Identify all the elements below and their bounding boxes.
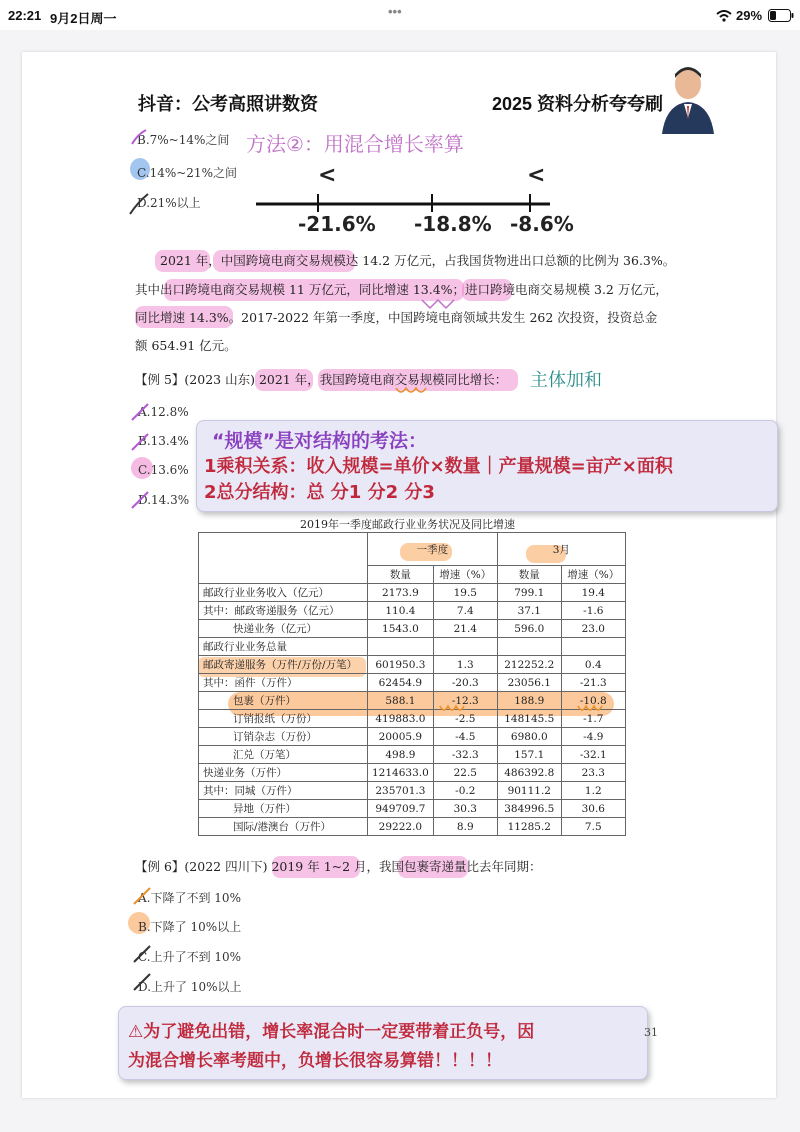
strike-marks	[128, 400, 156, 512]
table-cell: 30.6	[561, 800, 625, 818]
method-annotation: 方法②：用混合增长率算	[246, 132, 464, 156]
table-cell: -32.3	[433, 746, 497, 764]
note2-line-2: 为混合增长率考题中，负增长很容易算错！！！！	[128, 1051, 502, 1071]
table-cell: -1.6	[561, 602, 625, 620]
row-label: 汇兑（万笔）	[199, 746, 368, 764]
material-line-2: 其中出口跨境电商交易规模 11 万亿元，同比增速 13.4%；进口跨境电商交易规模 3.2 万亿元，	[135, 282, 668, 297]
status-date: 9月2日周一	[50, 11, 117, 26]
row-label: 其中：函件（万件）	[199, 674, 368, 692]
row-label: 包裹（万件）	[199, 692, 368, 710]
tick-label-2: -18.8%	[414, 212, 492, 236]
table-cell: 1214633.0	[368, 764, 434, 782]
table-cell: 157.1	[497, 746, 561, 764]
q4-option-b: B.7%~14%之间	[137, 133, 230, 147]
q5-option-c: C.13.6%	[138, 463, 189, 477]
table-cell: 1.2	[561, 782, 625, 800]
q6-stem: 【例 6】(2022 四川下) 2019 年 1~2 月，我国包裹寄递量比去年同期：	[135, 859, 542, 874]
q5-option-b: B.13.4%	[138, 434, 189, 448]
q6-option-d: D.上升了 10%以上	[138, 980, 242, 994]
table-cell: 29222.0	[368, 818, 434, 836]
table-cell: 19.4	[561, 584, 625, 602]
table-row	[199, 764, 626, 782]
table-cell: 30.3	[433, 800, 497, 818]
table-row	[199, 638, 626, 656]
table-cell: 188.9	[497, 692, 561, 710]
row-label: 其中：同城（万件）	[199, 782, 368, 800]
table-row	[199, 800, 626, 818]
less-than-mark-1: <	[318, 163, 337, 188]
group-header: 一季度	[368, 533, 498, 566]
q5-option-d: D.14.3%	[138, 493, 190, 507]
q5-annotation: 主体加和	[530, 370, 602, 391]
table-cell: -2.5	[433, 710, 497, 728]
column-header: 数量	[368, 566, 434, 584]
table-cell: 799.1	[497, 584, 561, 602]
table-cell	[561, 638, 625, 656]
table-title: 2019年一季度邮政行业业务状况及同比增速	[300, 518, 515, 531]
table-cell: 1543.0	[368, 620, 434, 638]
table-cell: 23056.1	[497, 674, 561, 692]
table-cell: 949709.7	[368, 800, 434, 818]
table-row	[199, 656, 626, 674]
status-time: 22:21	[8, 8, 42, 23]
table-cell: 11285.2	[497, 818, 561, 836]
table-cell: -1.7	[561, 710, 625, 728]
table-row	[199, 782, 626, 800]
table-cell: 6980.0	[497, 728, 561, 746]
table-row	[199, 728, 626, 746]
table-cell: 498.9	[368, 746, 434, 764]
table-cell: -4.9	[561, 728, 625, 746]
page-number: 31	[644, 1026, 658, 1039]
table-cell: 23.3	[561, 764, 625, 782]
table-cell	[368, 638, 434, 656]
battery-icon	[768, 9, 794, 22]
less-than-mark-2: <	[527, 163, 546, 188]
material-line-4: 额 654.91 亿元。	[135, 338, 237, 353]
row-label: 国际/港澳台（万件）	[199, 818, 368, 836]
wavy-underline	[394, 384, 428, 396]
table-cell: 7.5	[561, 818, 625, 836]
table-cell: 419883.0	[368, 710, 434, 728]
row-label: 快递业务（亿元）	[199, 620, 368, 638]
q6-option-a: A.下降了不到 10%	[138, 891, 241, 905]
table-cell: -0.2	[433, 782, 497, 800]
strike-marks	[126, 126, 156, 222]
table-row	[199, 746, 626, 764]
table-cell: 1.3	[433, 656, 497, 674]
table-cell: 21.4	[433, 620, 497, 638]
number-line	[250, 162, 560, 252]
table-cell: 601950.3	[368, 656, 434, 674]
table-cell	[433, 638, 497, 656]
q6-option-c: C.上升了不到 10%	[138, 950, 242, 964]
strike-marks	[130, 884, 154, 992]
table-row	[199, 674, 626, 692]
q5-stem: 【例 5】(2023 山东) 2021 年，我国跨境电商交易规模同比增长：	[135, 372, 508, 387]
table-row	[199, 602, 626, 620]
header-left-title: 抖音：公考高照讲数资	[138, 94, 318, 114]
table-cell: 62454.9	[368, 674, 434, 692]
table-cell: 596.0	[497, 620, 561, 638]
row-label: 异地（万件）	[199, 800, 368, 818]
q4-option-c: C.14%~21%之间	[137, 166, 237, 180]
row-label: 快递业务（万件）	[199, 764, 368, 782]
table-cell: 110.4	[368, 602, 434, 620]
table-cell: 22.5	[433, 764, 497, 782]
table-cell: 20005.9	[368, 728, 434, 746]
note2-line-1: ⚠为了避免出错，增长率混合时一定要带着正负号，因	[128, 1022, 535, 1042]
note1-line-2: 1乘积关系：收入规模=单价×数量｜产量规模=亩产×面积	[204, 456, 673, 477]
column-header: 增速（%）	[561, 566, 625, 584]
tick-label-3: -8.6%	[510, 212, 574, 236]
table-cell: 2173.9	[368, 584, 434, 602]
table-cell: 486392.8	[497, 764, 561, 782]
table-cell: 148145.5	[497, 710, 561, 728]
table-cell: 90111.2	[497, 782, 561, 800]
row-label: 邮政行业业务总量	[199, 638, 368, 656]
table-row	[199, 584, 626, 602]
table-cell: 8.9	[433, 818, 497, 836]
underline-mark	[420, 296, 460, 310]
note1-line-1: “规模”是对结构的考法：	[212, 430, 427, 452]
stats-table	[198, 532, 626, 836]
table-cell: 0.4	[561, 656, 625, 674]
table-cell: -21.3	[561, 674, 625, 692]
table-cell: 384996.5	[497, 800, 561, 818]
table-cell: 19.5	[433, 584, 497, 602]
table-cell: 7.4	[433, 602, 497, 620]
group-header: 3月	[497, 533, 625, 566]
table-cell: 235701.3	[368, 782, 434, 800]
q5-option-a: A.12.8%	[138, 405, 189, 419]
battery-percent: 29%	[736, 8, 763, 23]
q6-option-b: B.下降了 10%以上	[138, 920, 242, 934]
column-header: 数量	[497, 566, 561, 584]
more-dots-icon[interactable]: •••	[388, 4, 402, 19]
table-cell: -4.5	[433, 728, 497, 746]
table-cell: 212252.2	[497, 656, 561, 674]
row-label: 其中：邮政寄递服务（亿元）	[199, 602, 368, 620]
table-cell: -10.8	[561, 692, 625, 710]
table-cell: -12.3	[433, 692, 497, 710]
table-cell: 37.1	[497, 602, 561, 620]
table-cell: 23.0	[561, 620, 625, 638]
row-label: 订销杂志（万份）	[199, 728, 368, 746]
table-cell: -32.1	[561, 746, 625, 764]
header-right-title: 2025 资料分析夸夸刷	[492, 94, 664, 114]
author-avatar	[660, 62, 716, 134]
material-line-1: 2021 年，中国跨境电商交易规模达 14.2 万亿元，占我国货物进出口总额的比例为 36.3%。	[160, 253, 676, 268]
table-cell	[497, 638, 561, 656]
q4-option-d: D.21%以上	[137, 196, 201, 210]
row-label: 邮政行业业务收入（亿元）	[199, 584, 368, 602]
wifi-icon	[716, 10, 732, 22]
tick-label-1: -21.6%	[298, 212, 376, 236]
row-label: 邮政寄递服务（万件/万份/万笔）	[199, 656, 368, 674]
table-row	[199, 620, 626, 638]
column-header: 增速（%）	[433, 566, 497, 584]
table-row	[199, 818, 626, 836]
row-label: 订销报纸（万份）	[199, 710, 368, 728]
wavy-underlines	[438, 698, 618, 718]
material-line-3: 同比增速 14.3%。2017-2022 年第一季度，中国跨境电商领域共发生 262 次投资，投资总金	[135, 310, 658, 325]
status-bar	[0, 0, 800, 30]
table-cell: 588.1	[368, 692, 434, 710]
note1-line-3: 2总分结构：总 分1 分2 分3	[204, 482, 435, 503]
table-cell: -20.3	[433, 674, 497, 692]
